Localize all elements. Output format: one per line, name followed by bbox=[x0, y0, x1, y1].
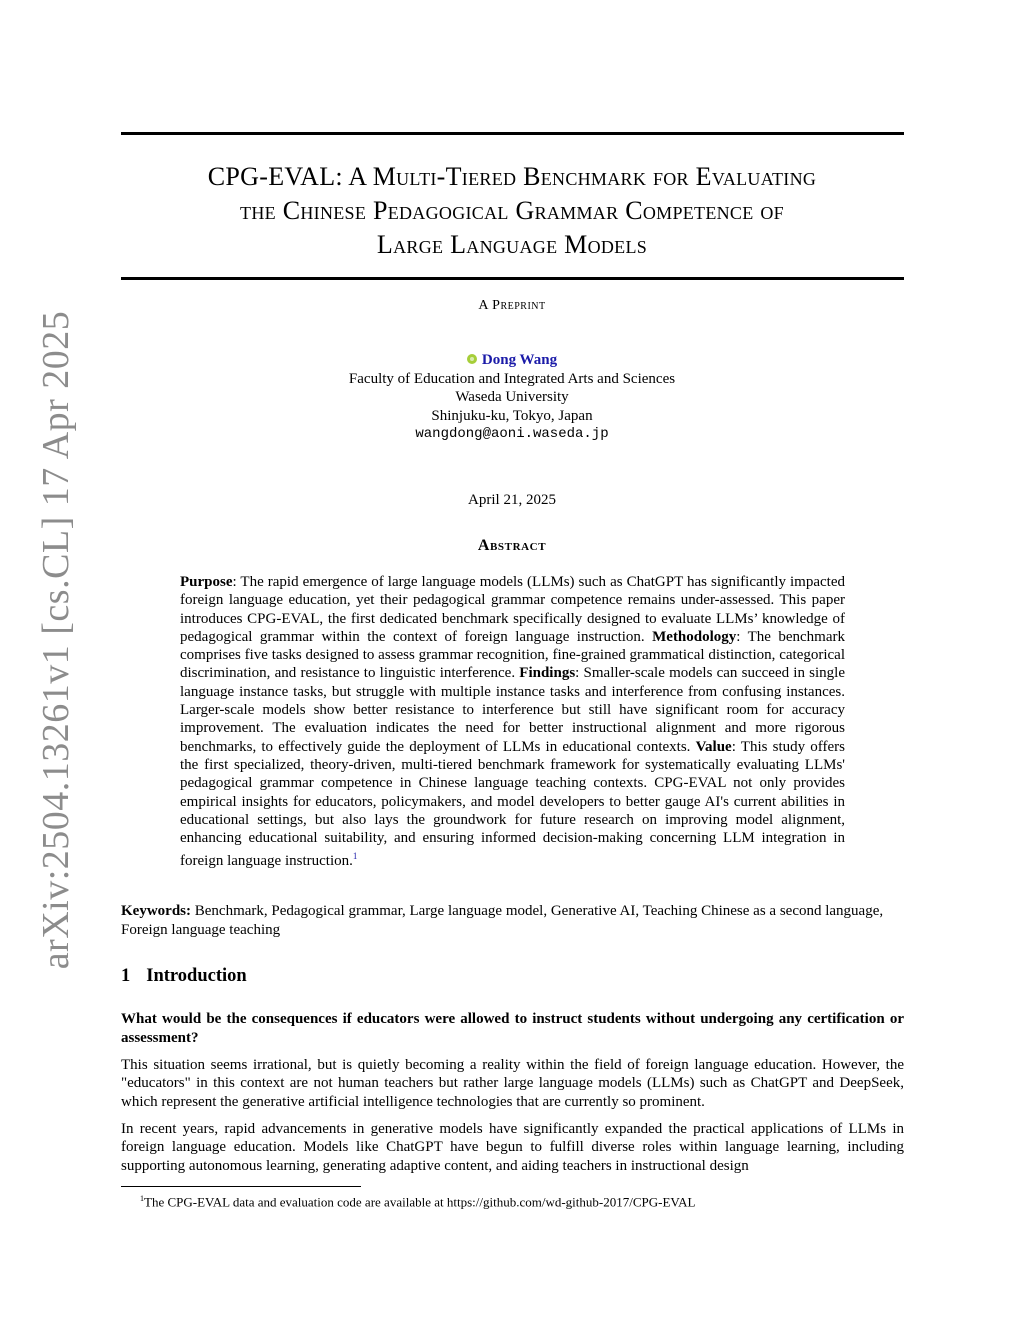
keywords bbox=[121, 902, 904, 940]
author-location: Shinjuku-ku, Tokyo, Japan bbox=[431, 407, 593, 424]
abstract-purpose-text: : The rapid emergence of large language models (LLMs) such as ChatGPT has significantly impacted foreign language education, yet their pedagogical grammar competence remains under-assessed. This paper introduces CPG-EVAL, the first dedicated benchmark specifically designed to evaluate LLMs’ knowledge of pedagogical grammar within the context of foreign language instruction. bbox=[180, 574, 845, 645]
abstract-purpose-label: Purpose bbox=[180, 574, 233, 590]
title-bottom-rule bbox=[121, 277, 904, 280]
author-name-link[interactable]: Dong Wang bbox=[481, 352, 558, 368]
author-email: wangdong@aoni.waseda.jp bbox=[415, 426, 609, 442]
title-line-2: the Chinese Pedagogical Grammar Competence of bbox=[240, 196, 784, 225]
keywords-text: Benchmark, Pedagogical grammar, Large language model, Generative AI, Teaching Chinese as a second language, Foreign language teaching bbox=[121, 903, 884, 938]
intro-paragraph-2: In recent years, rapid advancements in generative models have significantly expanded the practical applications of LLMs in foreign language education. Models like ChatGPT have begun to fulfill diverse roles within language learning, including supporting autonomous learning, generating adaptive content, and aiding teachers in instructional design bbox=[121, 1121, 904, 1174]
author-university: Waseda University bbox=[455, 389, 569, 405]
footnote-mark: 1 bbox=[140, 1194, 144, 1203]
footnote bbox=[140, 1191, 695, 1210]
paper-title bbox=[110, 160, 914, 262]
title-line-1: CPG-EVAL: A Multi-Tiered Benchmark for Evaluating bbox=[207, 162, 817, 191]
abstract-findings-label: Findings bbox=[519, 665, 576, 682]
intro-paragraph-1: This situation seems irrational, but is quietly becoming a reality within the field of foreign language education. However, the "educators" in this context are not human teachers but rather large language models (LLMs) such as ChatGPT and DeepSeek, which represent the generative artificial intelligence technologies that are currently so prominent. bbox=[121, 1057, 904, 1110]
publication-date: April 21, 2025 bbox=[468, 492, 556, 508]
section-title: Introduction bbox=[146, 966, 247, 986]
abstract-value-text: : This study offers the first specialized, theory-driven, multi-tiered benchmark framework for systematically evaluating LLMs' pedagogical grammar competence in Chinese language teaching contexts. CPG-EVAL not only provides empirical insights for educators, policymakers, and model developers to better gauge AI's current abilities in educational settings, but also lays the groundwork for future research on improving model alignment, enhancing educational suitability, and ensuring informed decision-making concerning LLM integration in foreign language instruction. bbox=[180, 738, 845, 870]
preprint-label: A Preprint bbox=[478, 298, 546, 313]
abstract-methodology-label: Methodology bbox=[652, 628, 737, 645]
author-line bbox=[0, 351, 1024, 370]
intro-question: What would be the consequences if educators were allowed to instruct students without undergoing any certification or assessment? bbox=[121, 1011, 904, 1046]
orcid-icon[interactable] bbox=[467, 354, 477, 364]
footnote-rule bbox=[121, 1186, 361, 1187]
abstract-methodology-text: : The benchmark comprises five tasks designed to assess grammar recognition, fine-grained grammatical distinction, categorical discrimination, and resistance to linguistic interference. bbox=[180, 628, 846, 682]
footnote-text: The CPG-EVAL data and evaluation code are available at https://github.com/wd-github-2017/CPG-EVAL bbox=[144, 1194, 696, 1210]
title-top-rule bbox=[121, 132, 904, 135]
author-block bbox=[0, 351, 1024, 444]
section-heading-introduction bbox=[121, 966, 247, 987]
abstract-value-label: Value bbox=[695, 738, 732, 755]
abstract-heading: Abstract bbox=[477, 537, 547, 554]
title-line-3: Large Language Models bbox=[376, 230, 648, 259]
abstract-body bbox=[180, 573, 845, 871]
section-number: 1 bbox=[121, 966, 131, 986]
abstract-footnote-mark[interactable]: 1 bbox=[352, 851, 358, 862]
abstract-findings-text: : Smaller-scale models can succeed in single language instance tasks, but struggle with multiple instance tasks and interference from confusing instances. Larger-scale models show better resistance to interference but still have significant room for accuracy improvement. The evaluation indicates the need for better instructional alignment and more rigorous benchmarks, to effectively guide the deployment of LLMs in educational contexts. bbox=[180, 665, 846, 755]
author-affiliation: Faculty of Education and Integrated Arts and Sciences bbox=[348, 370, 676, 387]
arxiv-side-stamp: arXiv:2504.13261v1 [cs.CL] 17 Apr 2025 bbox=[35, 310, 77, 970]
keywords-label: Keywords: bbox=[121, 903, 191, 919]
